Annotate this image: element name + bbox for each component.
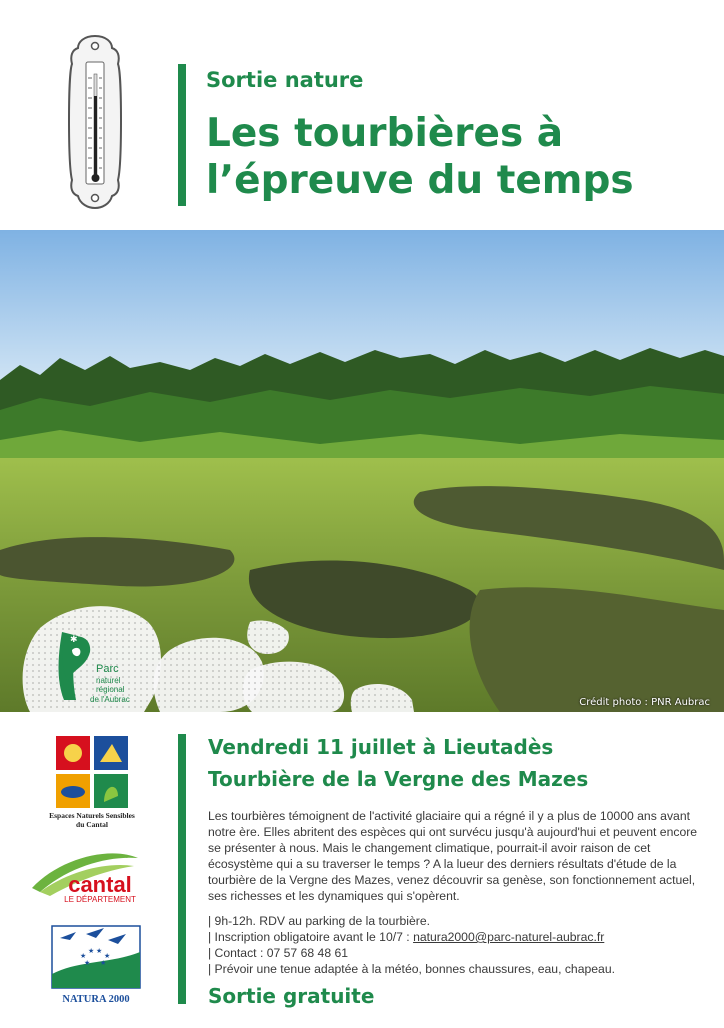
info-registration bbox=[208, 929, 713, 945]
ens-caption-line-1: Espaces Naturels Sensibles bbox=[49, 811, 135, 820]
cantal-subtitle: LE DÉPARTEMENT bbox=[64, 895, 136, 904]
svg-text:★: ★ bbox=[88, 947, 95, 955]
info-equipment: | Prévoir une tenue adaptée à la météo, bonnes chaussures, eau, chapeau. bbox=[208, 962, 615, 976]
ens-caption-line-2: du Cantal bbox=[76, 820, 108, 829]
park-logo-line-4: de l'Aubrac bbox=[90, 695, 130, 704]
natura-2000-logo bbox=[52, 926, 140, 988]
event-description: Les tourbières témoignent de l'activité glaciaire qui a régné il y a plus de 10000 ans avant notre ère. Elles abritent des espèces qui ont survécu jusqu'à aujourd'hui et peuvent encore se présenter à nous. Mais le changement climatique, pourrait-il avoir raison de cet écosystème qui a su traverser le temps ? A la lueur des derniers résultats d'étude de la tourbière de la Vergne des Mazes, venez découvrir sa genèse, son fonctionnement actuel, ses richesses et les dynamiques qui s'opèrent. bbox=[208, 809, 698, 903]
header bbox=[0, 0, 724, 230]
info-contact: | Contact : 07 57 68 48 61 bbox=[208, 946, 349, 960]
event-category: Sortie nature bbox=[206, 68, 364, 92]
practical-info-list bbox=[208, 913, 713, 977]
page-title bbox=[206, 110, 706, 204]
ens-logo bbox=[56, 736, 128, 808]
park-logo-line-1: Parc bbox=[96, 663, 119, 675]
event-location: Tourbière de la Vergne des Mazes bbox=[208, 767, 589, 791]
park-logo-line-2: naturel bbox=[96, 676, 121, 685]
event-date: Vendredi 11 juillet à Lieutadès bbox=[208, 735, 554, 759]
title-line-2: l’épreuve du temps bbox=[206, 158, 634, 203]
park-logo-line-3: régional bbox=[96, 685, 125, 694]
svg-text:★: ★ bbox=[104, 952, 111, 960]
peat-bog-photo bbox=[0, 230, 724, 712]
event-price: Sortie gratuite bbox=[208, 984, 375, 1008]
photo-credit: Crédit photo : PNR Aubrac bbox=[579, 697, 710, 708]
svg-text:✱: ✱ bbox=[70, 635, 78, 645]
title-line-1: Les tourbières à bbox=[206, 111, 564, 156]
landscape-illustration bbox=[0, 230, 724, 712]
svg-text:★: ★ bbox=[80, 952, 87, 960]
header-accent-bar bbox=[178, 64, 186, 206]
cantal-name: cantal bbox=[68, 872, 132, 897]
info-registration-label: | Inscription obligatoire avant le 10/7 : bbox=[208, 930, 414, 944]
registration-email-link[interactable]: natura2000@parc-naturel-aubrac.fr bbox=[413, 930, 605, 944]
svg-text:★: ★ bbox=[100, 959, 107, 967]
thermometer-icon bbox=[62, 34, 128, 210]
natura-2000-name: NATURA 2000 bbox=[62, 994, 130, 1005]
partner-logos bbox=[0, 712, 180, 1024]
svg-text:★: ★ bbox=[84, 959, 91, 967]
info-time: | 9h-12h. RDV au parking de la tourbière. bbox=[208, 914, 430, 928]
details-accent-bar bbox=[178, 734, 186, 1004]
partner-logos-graphic bbox=[0, 712, 180, 1024]
svg-text:★: ★ bbox=[96, 947, 103, 955]
